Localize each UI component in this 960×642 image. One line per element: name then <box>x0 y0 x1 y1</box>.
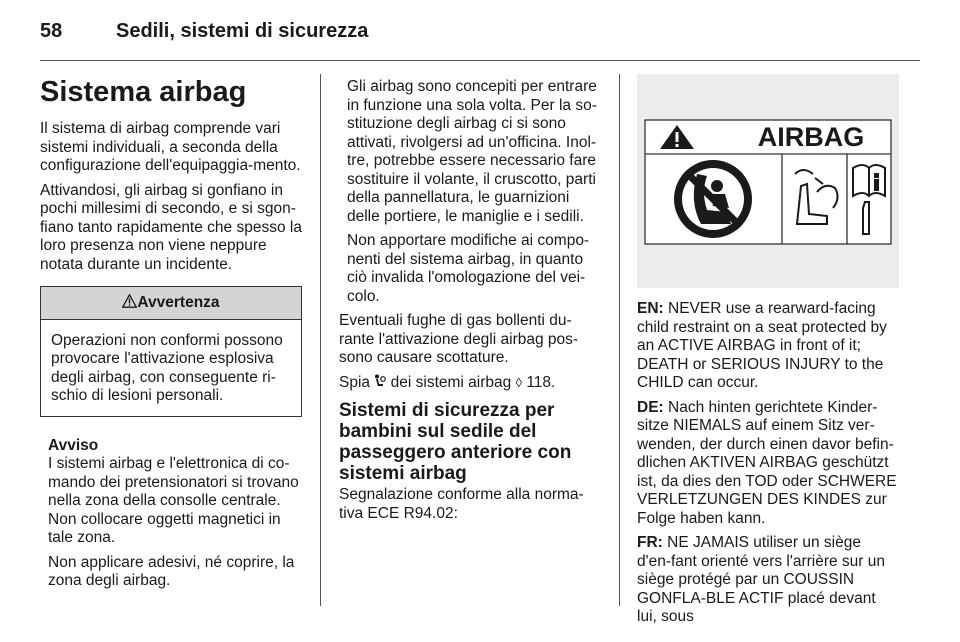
airbag-label-illustration <box>637 74 899 288</box>
warning-box <box>40 286 302 417</box>
language-label: EN: <box>637 300 664 317</box>
paragraph: Segnalazione conforme alla norma-tiva ECE R94.02: <box>339 486 584 522</box>
airbag-label-figure <box>637 74 899 288</box>
paragraph: Gli airbag sono concepiti per entrare in funzione una sola volta. Per la so-stituzione degli airbag ci si sono attivati, rivolgersi ad un'officina. Inol-tre, potrebbe essere necessario fare sostituire il volante, il cruscotto, parti della pannellatura, le guarnizioni delle portiere, le maniglie e i sedili. <box>347 78 597 225</box>
column-divider <box>619 74 620 606</box>
paragraph: Attivandosi, gli airbag si gonfiano in pochi millesimi di secondo, e si sgon-fiano tanto rapidamente che spesso la loro presenza non viene neppure notata durante un incidente. <box>40 181 302 273</box>
warning-icon <box>122 294 137 308</box>
page-reference[interactable]: 118. <box>526 373 556 391</box>
note-text: Non applicare adesivi, né coprire, la zona degli airbag. <box>48 553 295 589</box>
column-left <box>40 76 302 597</box>
header-rule <box>40 60 920 61</box>
page-number: 58 <box>40 20 63 42</box>
column-divider <box>320 74 321 606</box>
spia-line: Spia dei sistemi airbag ◊ 118. <box>339 373 556 391</box>
warning-text: Operazioni non conformi possono provocare l'attivazione esplosiva degli airbag, con conseguente ri-schio di lesioni personali. <box>51 331 283 404</box>
warning-header <box>41 287 301 320</box>
subsection-title: Sistemi di sicurezza per bambini sul sedile del passeggero anteriore con sistemi airbag <box>339 400 572 484</box>
label-text-de: DE: Nach hinten gerichtete Kinder-sitze NIEMALS auf einem Sitz ver-wenden, der durch einen davor befin-dlichen AKTIVEN AIRBAG geschützt ist, da dies den TOD oder SCHWERE VERLETZUNGEN DES KINDES zur Folge haben kann. <box>637 398 897 527</box>
warning-continuation <box>339 78 602 306</box>
language-label: FR: <box>637 534 663 551</box>
warning-title: Avvertenza <box>137 294 220 311</box>
page-reference-icon: ◊ <box>515 374 523 390</box>
page-title: Sistema airbag <box>40 76 247 108</box>
section-title: Sedili, sistemi di sicurezza <box>116 20 369 42</box>
no-child-seat-icon <box>674 160 752 238</box>
paragraph: Non apportare modifiche ai compo-nenti del sistema airbag, in quanto ciò invalida l'omologazione del vei-colo. <box>347 232 590 305</box>
column-middle <box>339 78 602 529</box>
label-text-fr: FR: NE JAMAIS utiliser un siège d'en-fant orienté vers l'arrière sur un siège protégé par un COUSSIN GONFLA-BLE ACTIF placé devant lui, sous <box>637 534 886 625</box>
column-right <box>637 300 899 633</box>
airbag-warning-icon <box>374 374 386 389</box>
paragraph: Il sistema di airbag comprende vari sistemi individuali, a seconda della configurazione dell'equipaggia-mento. <box>40 120 301 174</box>
language-label: DE: <box>637 398 664 416</box>
note-text: I sistemi airbag e l'elettronica di co-mando dei pretensionatori si trovano nella zona della consolle centrale. Non collocare oggetti magnetici in tale zona. <box>48 455 299 546</box>
page-header <box>40 20 368 43</box>
note-block <box>40 437 302 591</box>
figure-label: AIRBAG <box>757 122 865 152</box>
note-title: Avviso <box>48 436 99 454</box>
paragraph: Eventuali fughe di gas bollenti du-rante l'attivazione degli airbag pos-sono causare scottature. <box>339 312 579 366</box>
label-text-en: EN: NEVER use a rearward-facing child restraint on a seat protected by an ACTIVE AIRBAG in front of it; DEATH or SERIOUS INJURY to the CHILD can occur. <box>637 300 887 391</box>
